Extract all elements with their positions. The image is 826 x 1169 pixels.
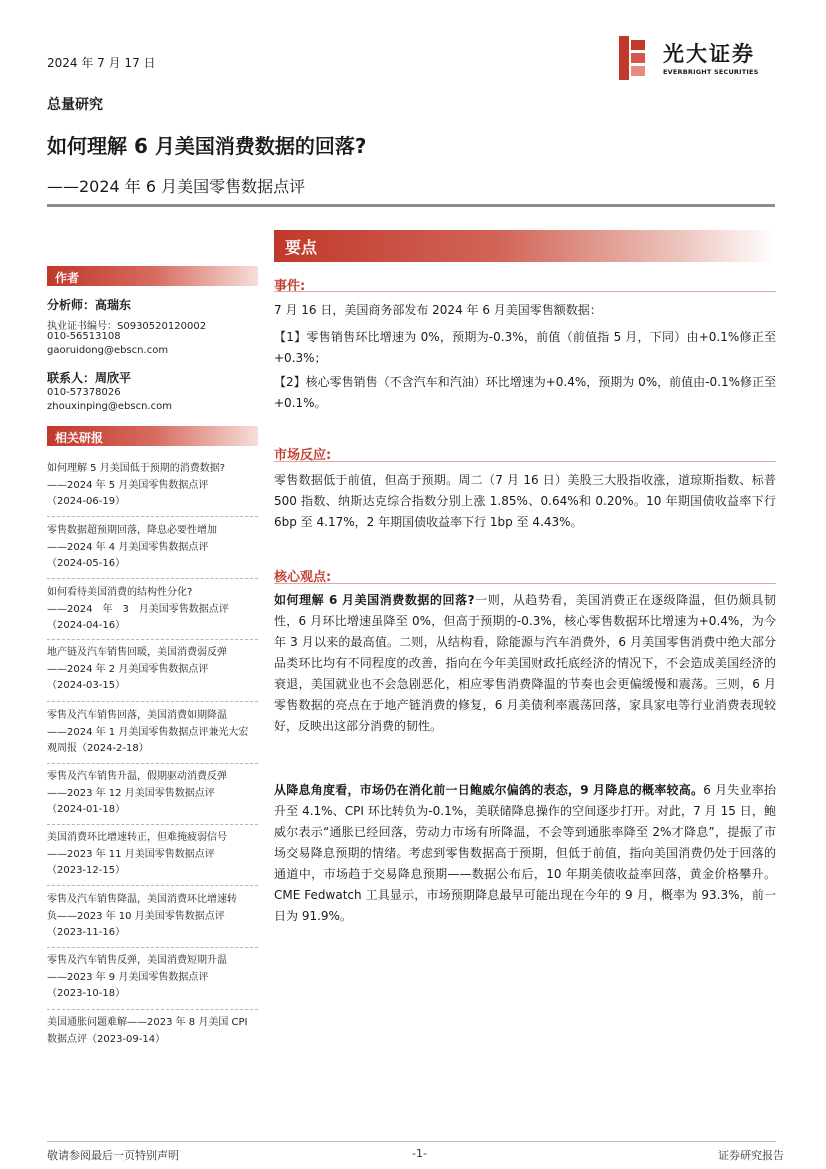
event-heading-underline	[274, 291, 776, 292]
analyst-cert: 执业证书编号：S0930520120002	[47, 321, 207, 332]
contact-name: 联系人：周欣平	[47, 371, 132, 385]
footer-disclaimer-link[interactable]: 敬请参阅最后一页特别声明	[47, 1149, 179, 1162]
footer-divider	[47, 1141, 776, 1142]
separator	[47, 763, 258, 764]
related-report-date: （2024-04-16）	[47, 620, 126, 631]
related-report-item[interactable]	[47, 769, 261, 819]
related-report-title: 美国通胀问题难解——2023 年 8 月美国 CPI	[47, 1017, 248, 1028]
market-heading-underline	[274, 461, 776, 462]
market-heading: 市场反应:	[274, 448, 332, 463]
related-report-subtitle: ——2024 年 2 月美国零售数据点评	[47, 663, 209, 675]
separator	[47, 947, 258, 948]
event-heading: 事件:	[274, 279, 306, 294]
separator	[47, 578, 258, 579]
report-date: 2024 年 7 月 17 日	[47, 56, 156, 70]
related-report-item[interactable]	[47, 708, 261, 758]
core-paragraph-1-lead: 如何理解 6 月美国消费数据的回落?	[274, 593, 475, 607]
related-report-subtitle: ——2023 年 9 月美国零售数据点评	[47, 971, 209, 983]
related-report-date: （2024-03-15）	[47, 680, 126, 691]
related-report-title: 零售及汽车销售降温，美国消费环比增速转	[47, 894, 237, 905]
related-section-header: 相关研报	[47, 426, 258, 446]
related-report-title: 如何理解 5 月美国低于预期的消费数据?	[47, 463, 226, 474]
header-divider	[47, 204, 775, 207]
related-report-date: 观周报（2024-2-18）	[47, 743, 149, 754]
related-report-subtitle: 负——2023 年 10 月美国零售数据点评	[47, 910, 225, 922]
page-number: -1-	[412, 1147, 427, 1160]
related-report-item[interactable]	[47, 953, 261, 1003]
related-report-subtitle: ——2024 年 5 月美国零售数据点评	[47, 479, 209, 491]
core-paragraph-2-lead: 从降息角度看，市场仍在消化前一日鲍威尔偏鸽的表态，9 月降息的概率较高。	[274, 783, 704, 797]
related-report-date: （2023-10-18）	[47, 988, 126, 999]
related-report-subtitle: ——2024 年 4 月美国零售数据点评	[47, 541, 209, 553]
separator	[47, 824, 258, 825]
company-logo	[619, 36, 779, 80]
related-report-date: （2024-06-19）	[47, 496, 126, 507]
related-report-date: （2024-05-16）	[47, 558, 126, 569]
core-heading: 核心观点:	[274, 570, 332, 585]
related-report-title: 零售及汽车销售反弹，美国消费短期升温	[47, 955, 227, 966]
related-report-title: 零售数据超预期回落，降息必要性增加	[47, 525, 217, 536]
core-paragraph-1-body: 一则，从趋势看，美国消费正在逐级降温，但仍颇具韧性，6 月环比增速虽降至 0%，但高于预期的-0.3%，核心零售数据环比增速为+0.4%，为今年 3 月以来的最高值。二则，从结构看，除能源与汽车消费外，6 月美国零售消费中绝大部分品类环比均有不同程度的改善，指向在今年美国财政托底经济的情况下，不会造成美国经济的衰退，美国就业也不会急剧恶化，相应零售消费降温的节奏也会更偏缓慢和震荡。三则，6 月零售数据的亮点在于地产链消费的修复，6 月美债利率震荡回落，家具家电等行业消费表现较好，反映出这部分消费的韧性。	[274, 593, 776, 733]
related-report-subtitle: ——2024 年 3 月美国零售数据点评	[47, 603, 229, 615]
analyst-email[interactable]: gaoruidong@ebscn.com	[47, 345, 169, 356]
related-report-item[interactable]	[47, 830, 261, 880]
related-report-item[interactable]	[47, 645, 261, 695]
related-report-title: 地产链及汽车销售回暖，美国消费弱反弹	[47, 647, 227, 658]
related-report-title: 美国消费环比增速转正，但难掩疲弱信号	[47, 832, 227, 843]
separator	[47, 516, 258, 517]
related-report-item[interactable]	[47, 892, 261, 942]
core-heading-underline	[274, 583, 776, 584]
analyst-name: 分析师：高瑞东	[47, 298, 132, 312]
logo-english-name: EVERBRIGHT SECURITIES	[663, 68, 759, 76]
related-report-date: （2023-11-16）	[47, 927, 126, 938]
separator	[47, 701, 258, 702]
related-report-title: 零售及汽车销售回落，美国消费如期降温	[47, 710, 227, 721]
related-report-item[interactable]	[47, 1015, 261, 1048]
separator	[47, 1009, 258, 1010]
logo-chinese-name: 光大证券	[663, 42, 755, 66]
analyst-phone: 010-56513108	[47, 331, 121, 342]
related-report-item[interactable]	[47, 461, 261, 511]
separator	[47, 639, 258, 640]
related-report-subtitle: ——2023 年 11 月美国零售数据点评	[47, 848, 215, 860]
author-section-header: 作者	[47, 266, 258, 286]
page-subtitle: ——2024 年 6 月美国零售数据点评	[47, 177, 306, 196]
related-report-date: （2024-01-18）	[47, 804, 126, 815]
contact-email[interactable]: zhouxinping@ebscn.com	[47, 401, 172, 412]
related-report-subtitle: 数据点评（2023-09-14）	[47, 1033, 166, 1045]
event-paragraph-2: 【1】零售销售环比增速为 0%，预期为-0.3%，前值（前值指 5 月，下同）由+0.1%修正至+0.3%；	[274, 330, 776, 365]
related-report-title: 如何看待美国消费的结构性分化?	[47, 587, 193, 598]
core-paragraph-2-body: 6 月失业率抬升至 4.1%、CPI 环比转负为-0.1%，美联储降息操作的空间逐步打开。对此，7 月 15 日，鲍威尔表示“通胀已经回落，劳动力市场有所降温，不会等到通胀率降至 2%才降息”，提振了市场交易降息预期的情绪。考虑到零售数据高于预期，但低于前值，指向美国消费仍处于回落的通道中，市场趋于交易降息预期——数据公布后，10 年期美债收益率回落，黄金价格攀升。CME Fedwatch 工具显示，市场预期降息最早可能出现在今年的 9 月，概率为 93.3%，前一日为 91.9%。	[274, 783, 776, 923]
related-report-subtitle: ——2023 年 12 月美国零售数据点评	[47, 787, 215, 799]
footer-report-label: 证券研究报告	[718, 1149, 784, 1162]
key-points-header: 要点	[274, 230, 776, 262]
related-report-subtitle: ——2024 年 1 月美国零售数据点评兼光大宏	[47, 726, 249, 738]
market-paragraph: 零售数据低于前值，但高于预期。周二（7 月 16 日）美股三大股指收涨，道琼斯指数、标普 500 指数、纳斯达克综合指数分别上涨 1.85%、0.64%和 0.20%。10 年期国债收益率下行 6bp 至 4.17%，2 年期国债收益率下行 1bp 至 4.43%。	[274, 473, 776, 529]
separator	[47, 885, 258, 886]
report-category: 总量研究	[47, 97, 103, 113]
everbright-logo-icon	[619, 36, 647, 80]
related-report-title: 零售及汽车销售升温，假期驱动消费反弹	[47, 771, 227, 782]
core-paragraph-1	[274, 590, 776, 737]
related-report-item[interactable]	[47, 585, 261, 635]
contact-phone: 010-57378026	[47, 387, 121, 398]
page-title: 如何理解 6 月美国消费数据的回落?	[47, 134, 367, 158]
event-paragraph-1: 7 月 16 日，美国商务部发布 2024 年 6 月美国零售额数据：	[274, 303, 602, 317]
core-paragraph-2	[274, 780, 776, 927]
related-report-item[interactable]	[47, 523, 261, 573]
related-report-date: （2023-12-15）	[47, 865, 126, 876]
event-paragraph-3: 【2】核心零售销售（不含汽车和汽油）环比增速为+0.4%，预期为 0%，前值由-0.1%修正至+0.1%。	[274, 375, 776, 410]
